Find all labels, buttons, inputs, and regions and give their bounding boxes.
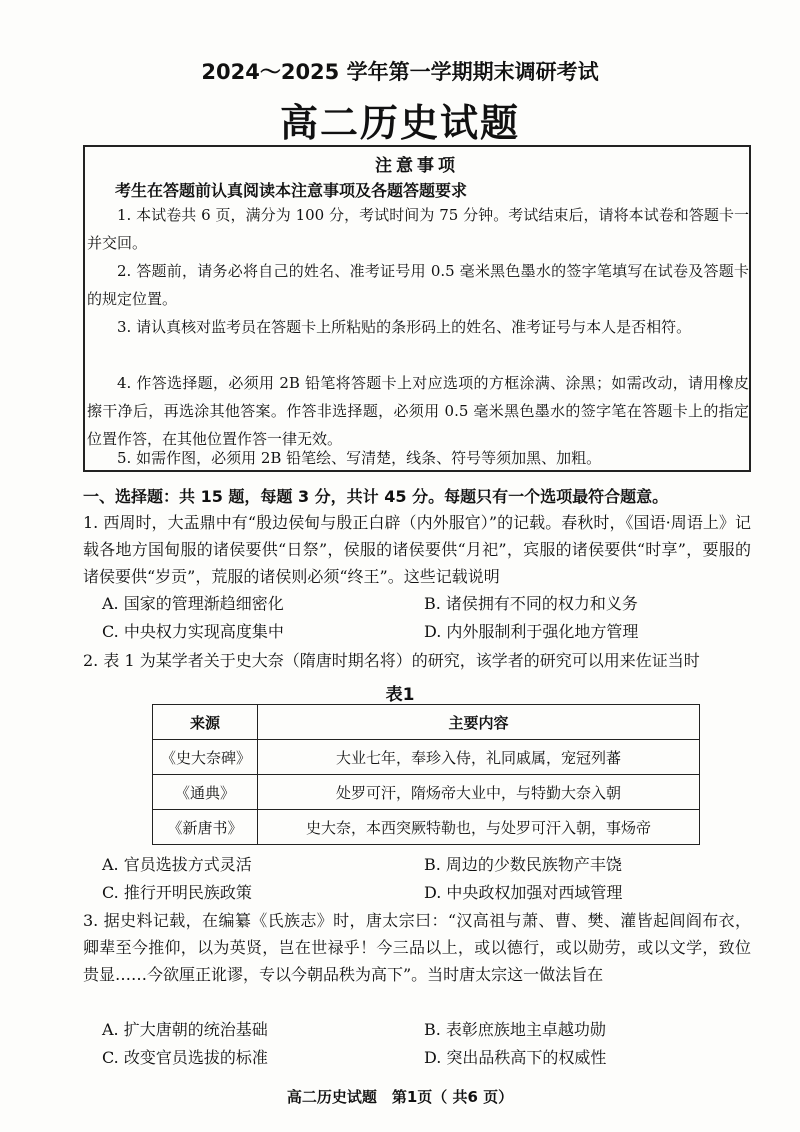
table-header-source: 来源 [153, 705, 258, 740]
notice-item-1: 1. 本试卷共 6 页，满分为 100 分，考试时间为 75 分钟。考试结束后，请将本试卷和答题卡一并交回。 [87, 206, 749, 252]
question-1-option-c[interactable]: C. 中央权力实现高度集中 [102, 622, 284, 641]
notice-item-3: 3. 请认真核对监考员在答题卡上所粘贴的条形码上的姓名、准考证号与本人是否相符。 [117, 318, 692, 336]
table-header-content: 主要内容 [258, 705, 700, 740]
table-cell-content: 处罗可汗，隋炀帝大业中，与特勤大奈入朝 [258, 775, 700, 810]
question-2-option-c[interactable]: C. 推行开明民族政策 [102, 883, 252, 902]
notice-item-4: 4. 作答选择题，必须用 2B 铅笔将答题卡上对应选项的方框涂满、涂黑；如需改动，请用橡皮擦干净后，再选涂其他答案。作答非选择题，必须用 0.5 毫米黑色墨水的签字笔在答题卡上的指定位置作答，在其他位置作答一律无效。 [87, 374, 749, 448]
question-2-option-a[interactable]: A. 官员选拔方式灵活 [102, 855, 252, 874]
notice-item-5: 5. 如需作图，必须用 2B 铅笔绘、写清楚，线条、符号等须加黑、加粗。 [117, 449, 602, 467]
table-row [153, 740, 700, 775]
question-3-option-b[interactable]: B. 表彰庶族地主卓越功勋 [424, 1020, 606, 1039]
section-heading: 一、选择题：共 15 题，每题 3 分，共计 45 分。每题只有一个选项最符合题意。 [83, 487, 669, 506]
table-row [153, 775, 700, 810]
question-2-option-d[interactable]: D. 中央政权加强对西域管理 [424, 883, 623, 902]
question-3-text: 3. 据史料记载，在编纂《氏族志》时，唐太宗曰：“汉高祖与萧、曹、樊、灌皆起闾阎布衣，卿辈至今推仰，以为英贤，岂在世禄乎！今三品以上，或以德行，或以勋劳，或以文学，致位贵显……今欲厘正讹谬，专以今朝品秩为高下”。当时唐太宗这一做法旨在 [83, 911, 751, 984]
source-table [152, 704, 700, 845]
question-1-text: 1. 西周时，大盂鼎中有“殷边侯甸与殷正白辟（内外服官）”的记载。春秋时，《国语·周语上》记载各地方国甸服的诸侯要供“日祭”，侯服的诸侯要供“月祀”，宾服的诸侯要供“时享”，要服的诸侯要供“岁贡”，荒服的诸侯则必须“终王”。这些记载说明 [83, 513, 751, 586]
exam-subject-title: 高二历史试题 [279, 101, 520, 145]
question-1-option-d[interactable]: D. 内外服制利于强化地方管理 [424, 622, 639, 641]
exam-session-title: 2024～2025 学年第一学期期末调研考试 [201, 60, 599, 84]
question-2-text: 2. 表 1 为某学者关于史大奈（隋唐时期名将）的研究，该学者的研究可以用来佐证当时 [83, 651, 700, 670]
question-3-option-a[interactable]: A. 扩大唐朝的统治基础 [102, 1020, 268, 1039]
table-row [153, 810, 700, 845]
table-cell-content: 大业七年，奉珍入侍，礼同戚属，宠冠列蕃 [258, 740, 700, 775]
page-footer: 高二历史试题 第1页（ 共6 页） [286, 1088, 514, 1106]
question-1-option-b[interactable]: B. 诸侯拥有不同的权力和义务 [424, 594, 638, 613]
question-2-option-b[interactable]: B. 周边的少数民族物产丰饶 [424, 855, 622, 874]
table-cell-source: 《新唐书》 [153, 810, 258, 845]
table-cell-source: 《史大奈碑》 [153, 740, 258, 775]
notice-title: 注意事项 [375, 156, 459, 176]
table-caption: 表1 [385, 685, 415, 705]
notice-item-2: 2. 答题前，请务必将自己的姓名、准考证号用 0.5 毫米黑色墨水的签字笔填写在试卷及答题卡的规定位置。 [87, 262, 749, 308]
question-3-option-d[interactable]: D. 突出品秩高下的权威性 [424, 1048, 607, 1067]
table-cell-source: 《通典》 [153, 775, 258, 810]
table-header-row [153, 705, 700, 740]
notice-box [83, 145, 751, 472]
notice-subtitle: 考生在答题前认真阅读本注意事项及各题答题要求 [115, 181, 468, 200]
table-cell-content: 史大奈，本西突厥特勒也，与处罗可汗入朝，事炀帝 [258, 810, 700, 845]
question-1-option-a[interactable]: A. 国家的管理渐趋细密化 [102, 594, 284, 613]
question-3-option-c[interactable]: C. 改变官员选拔的标准 [102, 1048, 268, 1067]
